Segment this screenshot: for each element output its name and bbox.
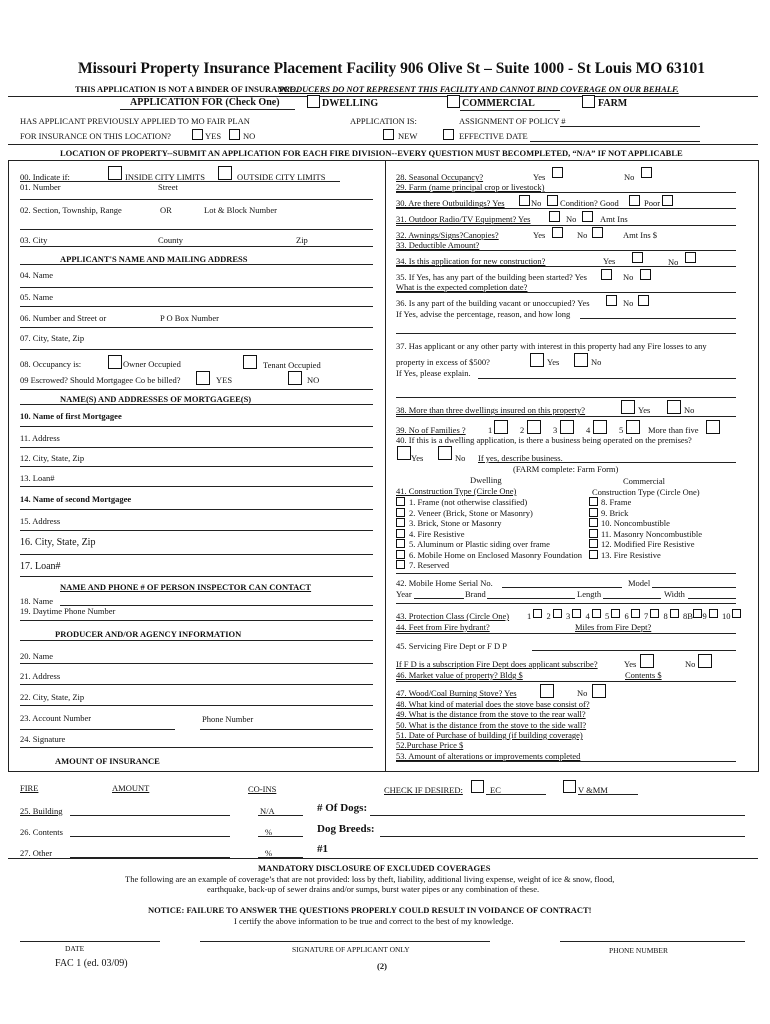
inside-city-label: INSIDE CITY LIMITS [125,172,205,182]
signature-label: SIGNATURE OF APPLICANT ONLY [292,945,410,954]
application-for-label: APPLICATION FOR (Check One) [130,97,280,108]
q25-label: 25. Building [20,806,63,816]
dwelling-type-5-label: 5. Aluminum or Plastic siding over frame [409,539,550,549]
families-2-checkbox[interactable] [527,420,541,434]
dog-breeds-label: Dog Breeds: [317,823,375,835]
q28-label: 28. Seasonal Occupancy? [396,172,484,182]
fair-plan-yes-label: YES [205,131,222,141]
vmm-checkbox[interactable] [563,780,576,793]
q31-amt-label: Amt Ins [600,214,628,224]
protection-class-8-checkbox[interactable] [670,609,679,618]
q43-label: 43. Protection Class (Circle One) [396,611,510,621]
fair-plan-question-2: FOR INSURANCE ON THIS LOCATION? [20,131,171,141]
awnings-no-checkbox[interactable] [592,227,603,238]
q32-no-label: No [577,230,588,240]
name-1-field[interactable] [20,287,373,288]
commercial-type-10-checkbox[interactable] [589,518,598,527]
form-title: Missouri Property Insurance Placement Facility 906 Olive St – Suite 1000 - St Louis MO 63101 [78,60,705,77]
other-coins-value: % [265,848,273,858]
coins-column-label: CO-INS [248,784,277,794]
q01-label: 01. Number [20,182,61,192]
q38-no-label: No [684,405,695,415]
protection-class-10-label: 10 [722,611,731,621]
protection-class-5-checkbox[interactable] [611,609,620,618]
county-label: County [158,235,184,245]
q45-label: 45. Servicing Fire Dept or F D P [396,641,507,651]
protection-class-5-label: 5 [605,611,610,621]
q44-label: 44. Feet from Fire hydrant? [396,622,490,632]
mortgagee-2-name-field[interactable] [20,509,373,510]
business-description-field[interactable] [560,462,736,463]
escrow-yes-checkbox[interactable] [196,371,210,385]
stove-no-checkbox[interactable] [592,684,606,698]
street-label: Street [158,182,178,192]
q52-label: 52.Purchase Price $ [396,740,464,750]
q26-label: 26. Contents [20,827,63,837]
seasonal-no-checkbox[interactable] [641,167,652,178]
farm-checkbox[interactable] [582,95,595,108]
q48-label: 48. What kind of material does the stove base consist of? [396,699,590,709]
protection-class-3-checkbox[interactable] [572,609,581,618]
new-construction-yes-checkbox[interactable] [632,252,643,263]
application-is-label: APPLICATION IS: [350,116,417,126]
length-label: Length [577,589,602,599]
dwelling-type-4-checkbox[interactable] [396,529,405,538]
condition-poor-checkbox[interactable] [662,195,673,206]
commercial-type-9-label: 9. Brick [601,507,629,518]
awnings-yes-checkbox[interactable] [552,227,563,238]
producer-city-field[interactable] [20,705,373,706]
year-label: Year [396,589,412,599]
q37-no-label: No [591,357,602,367]
producer-address-field[interactable] [20,684,373,685]
commercial-type-11-checkbox[interactable] [589,529,598,538]
protection-class-9-label: 9 [702,611,707,621]
producer-signature-field[interactable] [20,747,373,748]
binder-notice: THIS APPLICATION IS NOT A BINDER OF INSURANCE. [75,84,298,94]
q23-label: 23. Account Number [20,713,92,723]
city-state-zip-field[interactable] [20,349,373,350]
or-label: OR [160,205,172,215]
serial-number-field[interactable] [502,587,622,588]
city-field[interactable] [20,246,373,247]
commercial-column-label: Commercial [623,476,666,486]
families-5-checkbox[interactable] [626,420,640,434]
q24-label: 24. Signature [20,734,66,744]
subscribe-yes-checkbox[interactable] [640,654,654,668]
protection-class-1-checkbox[interactable] [533,609,542,618]
commercial-type-8-checkbox[interactable] [589,497,598,506]
commercial-type-12-label: 12. Modified Fire Resistive [601,539,695,549]
fair-plan-question: HAS APPLICANT PREVIOUSLY APPLIED TO MO FAIR PLAN [20,116,250,126]
commercial-type-13-checkbox[interactable] [589,550,598,559]
business-no-label: No [455,453,466,463]
fair-plan-no-label: NO [243,131,256,141]
model-label: Model [628,578,651,588]
fair-plan-no-checkbox[interactable] [229,129,240,140]
families-more-checkbox[interactable] [706,420,720,434]
mortgagee-2-city-field[interactable] [20,554,373,555]
dogs-label: # Of Dogs: [317,802,368,814]
q37-yes-label: Yes [547,357,560,367]
q04-label: 04. Name [20,270,54,280]
families-1-label: 1 [488,425,493,435]
length-field[interactable] [603,598,661,599]
q12-label: 12. City, State, Zip [20,453,85,463]
page-number: (2) [377,961,387,971]
name-2-field[interactable] [20,306,373,307]
dwelling-type-6-label: 6. Mobile Home on Enclosed Masonry Foundation [409,549,583,560]
location-header: LOCATION OF PROPERTY--SUBMIT AN APPLICATION FOR EACH FIRE DIVISION--EVERY QUESTION MUST BECOMPLETED, “N/A” IF NOT APPLICABLE [60,148,683,158]
radio-tv-yes-checkbox[interactable] [549,211,560,222]
building-amount-field[interactable] [70,815,230,816]
q18-label: 18. Name [20,596,54,606]
dwelling-column-label: Dwelling [470,475,502,485]
q16-label: 16. City, State, Zip [20,537,96,548]
inside-city-checkbox[interactable] [108,166,122,180]
owner-occupied-label: Owner Occupied [123,359,181,369]
q28-no-label: No [624,172,635,182]
mortgagee-header: NAME(S) AND ADDRESSES OF MORTGAGEE(S) [60,394,252,404]
q32-label: 32. Awnings/Signs?Canopies? [396,230,499,240]
radio-tv-no-checkbox[interactable] [582,211,593,222]
dwelling-type-4-label: 4. Fire Resistive [409,528,465,539]
subscribe-no-checkbox[interactable] [698,654,712,668]
dwelling-checkbox[interactable] [307,95,320,108]
vacant-details-field[interactable] [580,318,736,319]
mortgagee-2-address-field[interactable] [20,530,373,531]
q22-label: 22. City, State, Zip [20,692,85,702]
contents-value-label: Contents $ [625,670,662,680]
families-3-label: 3 [553,425,558,435]
q06-label: 06. Number and Street or [20,313,107,323]
phone-number-label: Phone Number [202,714,254,724]
dwelling-label: DWELLING [322,98,379,109]
year-field[interactable] [414,598,464,599]
brand-label: Brand [465,589,486,599]
commercial-type-9-checkbox[interactable] [589,508,598,517]
fair-plan-yes-checkbox[interactable] [192,129,203,140]
vacant-no-checkbox[interactable] [638,295,649,306]
failure-notice: NOTICE: FAILURE TO ANSWER THE QUESTIONS PROPERLY COULD RESULT IN VOIDANCE OF CONTRACT! [148,905,592,915]
po-box-label: P O Box Number [160,313,219,323]
q47-no-label: No [577,688,588,698]
inspector-header: NAME AND PHONE # OF PERSON INSPECTOR CAN CONTACT [60,582,312,592]
q41-label: 41. Construction Type (Circle One) [396,486,517,496]
effective-date-label: EFFECTIVE DATE [459,131,528,141]
form-number: FAC 1 (ed. 03/09) [55,958,128,969]
mortgagee-1-city-field[interactable] [20,466,373,467]
protection-class-10-checkbox[interactable] [732,609,741,618]
families-1-checkbox[interactable] [494,420,508,434]
protection-class-7-label: 7 [644,611,649,621]
dwelling-type-2-label: 2. Veneer (Brick, Stone or Masonry) [409,507,533,518]
q50-label: 50. What is the distance from the stove to the side wall? [396,720,587,730]
q03-label: 03. City [20,235,48,245]
q37b-label: property in excess of $500? [396,357,490,367]
fire-loss-yes-checkbox[interactable] [530,353,544,367]
protection-class-1-label: 1 [527,611,532,621]
mortgagee-1-address-field[interactable] [20,447,373,448]
new-application-checkbox[interactable] [383,129,394,140]
commercial-type-13-label: 13. Fire Resistive [601,549,661,560]
dog-breeds-field[interactable] [380,836,745,837]
commercial-type-11-label: 11. Masonry Noncombustible [601,528,702,539]
describe-business-label: If yes, describe business. [478,453,563,463]
mortgagee-1-name-field[interactable] [20,426,373,427]
lot-block-label: Lot & Block Number [204,205,277,215]
poor-label: Poor [644,198,661,208]
protection-class-9-checkbox[interactable] [709,609,718,618]
commercial-label: COMMERCIAL [462,98,535,109]
q17-label: 17. Loan# [20,561,61,572]
protection-class-6-label: 6 [624,611,629,621]
dwelling-type-2-checkbox[interactable] [396,508,405,517]
families-4-label: 4 [586,425,591,435]
q02-label: 02. Section, Township, Range [20,205,122,215]
started-no-checkbox[interactable] [640,269,651,280]
q15-label: 15. Address [20,516,61,526]
protection-class-2-checkbox[interactable] [553,609,562,618]
q08-label: 08. Occupancy is: [20,359,82,369]
q33-label: 33. Deductible Amount? [396,240,480,250]
check-if-desired-label: CHECK IF DESIRED: [384,785,463,795]
q36-no-label: No [623,298,634,308]
new-construction-no-checkbox[interactable] [685,252,696,263]
q36b-label: If Yes, advise the percentage, reason, and how long [396,309,571,319]
q51-label: 51. Date of Purchase of building (if building coverage) [396,730,583,740]
ec-checkbox[interactable] [471,780,484,793]
address-field[interactable] [20,327,373,328]
q38-label: 38. More than three dwellings insured on this property? [396,405,586,415]
fire-dept-field[interactable] [532,650,736,651]
zip-label: Zip [296,235,308,245]
q11-label: 11. Address [20,433,60,443]
three-dwellings-yes-checkbox[interactable] [621,400,635,414]
new-label: NEW [398,131,418,141]
account-number-field[interactable] [20,729,175,730]
q46-label: 46. Market value of property? Bldg $ [396,670,523,680]
applicant-header: APPLICANT'S NAME AND MAILING ADDRESS [60,254,248,264]
section-field[interactable] [20,229,373,230]
dwelling-type-6-checkbox[interactable] [396,550,405,559]
dog-number-label: #1 [317,843,328,855]
farm-note: (FARM complete: Farm Form) [513,464,619,474]
q30-label: 30. Are there Outbuildings? Yes [396,198,505,208]
assignment-label: ASSIGNMENT OF POLICY # [459,116,566,126]
farm-label: FARM [598,98,628,109]
q34-label: 34. Is this application for new construction? [396,256,546,266]
policy-number-field[interactable] [560,126,700,127]
q31-no-label: No [566,214,577,224]
q29-label: 29. Farm (name principal crop or livestock) [396,182,545,192]
q37-label: 37. Has applicant or any other party with interest in this property had any Fire losses to any [396,341,707,351]
applicant-phone-field[interactable] [560,941,745,942]
escrow-no-checkbox[interactable] [288,371,302,385]
q49-label: 49. What is the distance from the stove to the rear wall? [396,709,586,719]
q34-no-label: No [668,257,679,267]
stove-yes-checkbox[interactable] [540,684,554,698]
q32-yes-label: Yes [533,230,546,240]
protection-class-2-label: 2 [546,611,551,621]
started-yes-checkbox[interactable] [601,269,612,280]
dwelling-type-1-label: 1. Frame (not otherwise classified) [409,497,528,507]
disclosure-title: MANDATORY DISCLOSURE OF EXCLUDED COVERAGES [258,863,491,873]
q35-label: 35. If Yes, has any part of the building been started? Yes [396,272,587,282]
certify-statement: I certify the above information to be true and correct to the best of my knowledge. [234,916,514,926]
date-field[interactable] [20,941,160,942]
commercial-construction-label: Construction Type (Circle One) [592,487,700,497]
dwelling-type-3-label: 3. Brick, Stone or Masonry [409,518,502,528]
commercial-type-12-checkbox[interactable] [589,539,598,548]
q28-yes-label: Yes [533,172,546,182]
q34-yes-label: Yes [603,256,616,266]
protection-class-8B-checkbox[interactable] [693,609,702,618]
disclosure-line-1: The following are an example of coverage’s that are not provided: loss by theft, liability, additional living expense, weight of ice & snow, flood, [125,874,615,884]
q07-label: 07. City, State, Zip [20,333,85,343]
phone-label: PHONE NUMBER [609,946,668,955]
outside-city-label: OUTSIDE CITY LIMITS [237,172,326,182]
three-dwellings-no-checkbox[interactable] [667,400,681,414]
dwelling-type-3-checkbox[interactable] [396,518,405,527]
q05-label: 05. Name [20,292,54,302]
families-2-label: 2 [520,425,525,435]
q00-label: 00. Indicate if: [20,172,70,182]
ec-label: EC [490,785,501,795]
q37c-label: If Yes, please explain. [396,368,471,378]
tenant-occupied-checkbox[interactable] [243,355,257,369]
protection-class-4-label: 4 [585,611,590,621]
contents-coins-value: % [265,827,273,837]
disclosure-line-2: earthquake, back-up of sewer drains and/or sumps, burst water pipes or any combination of these. [207,884,540,894]
business-no-checkbox[interactable] [438,446,452,460]
protection-class-7-checkbox[interactable] [650,609,659,618]
q30-no-label: No [531,198,542,208]
protection-class-8B-label: 8B [683,611,693,621]
escrow-no-label: NO [307,375,320,385]
families-5-label: 5 [619,425,624,435]
business-yes-label: Yes [411,453,424,463]
q13-label: 13. Loan# [20,473,55,483]
dwelling-type-1-checkbox[interactable] [396,497,405,506]
condition-label: Condition? Good [560,198,619,208]
model-field[interactable] [652,587,736,588]
fire-label: FIRE [20,783,39,793]
commercial-checkbox[interactable] [447,95,460,108]
dogs-field[interactable] [370,815,745,816]
q45b-no-label: No [685,659,696,669]
protection-class-4-checkbox[interactable] [592,609,601,618]
q31-label: 31. Outdoor Radio/TV Equipment? Yes [396,214,531,224]
business-yes-checkbox[interactable] [397,446,411,460]
q39-label: 39. No of Families ? [396,425,466,435]
q47-label: 47. Wood/Coal Burning Stove? Yes [396,688,517,698]
date-label: DATE [65,944,85,953]
more-than-five-label: More than five [648,425,699,435]
dwelling-type-7-label: 7. Reserved [409,560,450,570]
q35b-label: What is the expected completion date? [396,282,528,292]
amount-column-label: AMOUNT [112,783,150,793]
protection-class-3-label: 3 [566,611,571,621]
q09-label: 09 Escrowed? Should Mortgagee Co be billed? [20,375,181,385]
q40-label: 40. If this is a dwelling application, is there a business being operated on the premises? [396,435,692,445]
q36-label: 36. Is any part of the building vacant or unoccupied? Yes [396,298,590,308]
outside-city-checkbox[interactable] [218,166,232,180]
q42-label: 42. Mobile Home Serial No. [396,578,493,588]
amount-of-insurance-header: AMOUNT OF INSURANCE [55,756,160,766]
vacant-yes-checkbox[interactable] [606,295,617,306]
mortgagee-2-loan-field[interactable] [20,576,373,577]
commercial-type-8-label: 8. Frame [601,497,632,507]
q21-label: 21. Address [20,671,61,681]
seasonal-yes-checkbox[interactable] [552,167,563,178]
q38-yes-label: Yes [638,405,651,415]
families-3-checkbox[interactable] [560,420,574,434]
contents-amount-field[interactable] [70,836,230,837]
owner-occupied-checkbox[interactable] [108,355,122,369]
brand-field[interactable] [487,598,575,599]
q53-label: 53. Amount of alterations or improvements completed [396,751,581,761]
width-field[interactable] [688,598,736,599]
fire-loss-explain-field[interactable] [478,378,736,379]
condition-good-checkbox[interactable] [629,195,640,206]
q45b-label: If F D is a subscription Fire Dept does applicant subscribe? [396,659,598,669]
q19-label: 19. Daytime Phone Number [20,606,116,616]
q14-label: 14. Name of second Mortgagee [20,494,132,504]
q20-label: 20. Name [20,651,54,661]
street-field[interactable] [20,199,373,200]
applicant-signature-field[interactable] [200,941,490,942]
outbuildings-yes-checkbox[interactable] [519,195,530,206]
q32-amt-label: Amt Ins $ [623,230,657,240]
commercial-type-10-label: 10. Noncombustible [601,518,670,528]
producer-name-field[interactable] [20,663,373,664]
outbuildings-no-checkbox[interactable] [547,195,558,206]
width-label: Width [664,589,685,599]
effective-date-checkbox[interactable] [443,129,454,140]
families-4-checkbox[interactable] [593,420,607,434]
q35-no-label: No [623,272,634,282]
q10-label: 10. Name of first Mortgagee [20,411,122,421]
effective-date-field[interactable] [530,141,700,142]
escrow-yes-label: YES [216,375,233,385]
q45b-yes-label: Yes [624,659,637,669]
producer-header: PRODUCER AND/OR AGENCY INFORMATION [55,629,242,639]
protection-class-6-checkbox[interactable] [631,609,640,618]
miles-label: Miles from Fire Dept? [575,622,652,632]
producer-notice: PRODUCERS DO NOT REPRESENT THIS FACILITY AND CANNOT BIND COVERAGE ON OUR BEHALF. [279,84,679,94]
q27-label: 27. Other [20,848,53,858]
dwelling-type-7-checkbox[interactable] [396,560,405,569]
tenant-occupied-label: Tenant Occupied [263,360,321,370]
protection-class-8-label: 8 [663,611,668,621]
phone-number-field[interactable] [200,729,373,730]
fire-loss-no-checkbox[interactable] [574,353,588,367]
mortgagee-1-loan-field[interactable] [20,486,373,487]
dwelling-type-5-checkbox[interactable] [396,539,405,548]
building-coins-value: N/A [260,806,275,816]
vmm-label: V &MM [578,785,608,795]
